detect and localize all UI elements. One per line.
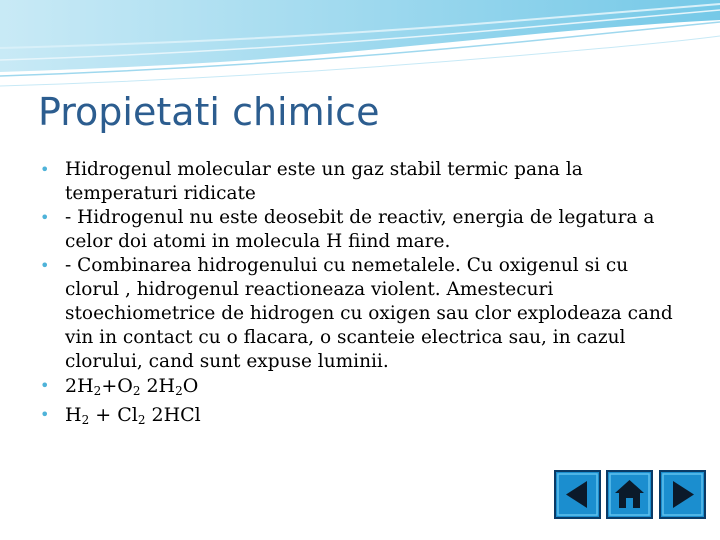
- equation-water: $2H_2+O_2$ $2H_2O$: [65, 375, 199, 398]
- list-item: [40, 206, 680, 254]
- bullet-icon: •: [40, 208, 50, 227]
- bullet-text: - Hidrogenul nu este deosebit de reactiv, energia de legatura a celor doi atomi in molecula H fiind mare.: [65, 207, 655, 252]
- home-button[interactable]: [606, 470, 653, 519]
- equation-hcl: $H_2 + Cl_2$ 2HCl: [65, 404, 201, 427]
- equation-item: [40, 374, 680, 403]
- triangle-right-icon: [659, 470, 706, 519]
- house-icon: [606, 470, 653, 519]
- bullet-icon: •: [40, 256, 50, 275]
- triangle-left-icon: [554, 470, 601, 519]
- bullet-text: Hidrogenul molecular este un gaz stabil termic pana la temperaturi ridicate: [65, 159, 583, 204]
- list-item: [40, 254, 680, 374]
- previous-slide-button[interactable]: [554, 470, 601, 519]
- bullet-icon: •: [40, 405, 50, 424]
- equation-item: [40, 403, 680, 432]
- list-item: [40, 158, 680, 206]
- bullet-icon: •: [40, 376, 50, 395]
- slide-title: Propietati chimice: [38, 90, 380, 134]
- next-slide-button[interactable]: [659, 470, 706, 519]
- header-wave-decoration: [0, 0, 720, 95]
- bullet-list: [40, 158, 680, 432]
- bullet-text: - Combinarea hidrogenului cu nemetalele. Cu oxigenul si cu clorul , hidrogenul reactioneaza violent. Amestecuri stoechiometrice de hidrogen cu oxigen sau clor explodeaza cand vin in contact cu o flacara, o scanteie electrica sau, in cazul clorului, cand sunt expuse luminii.: [65, 255, 673, 372]
- bullet-icon: •: [40, 160, 50, 179]
